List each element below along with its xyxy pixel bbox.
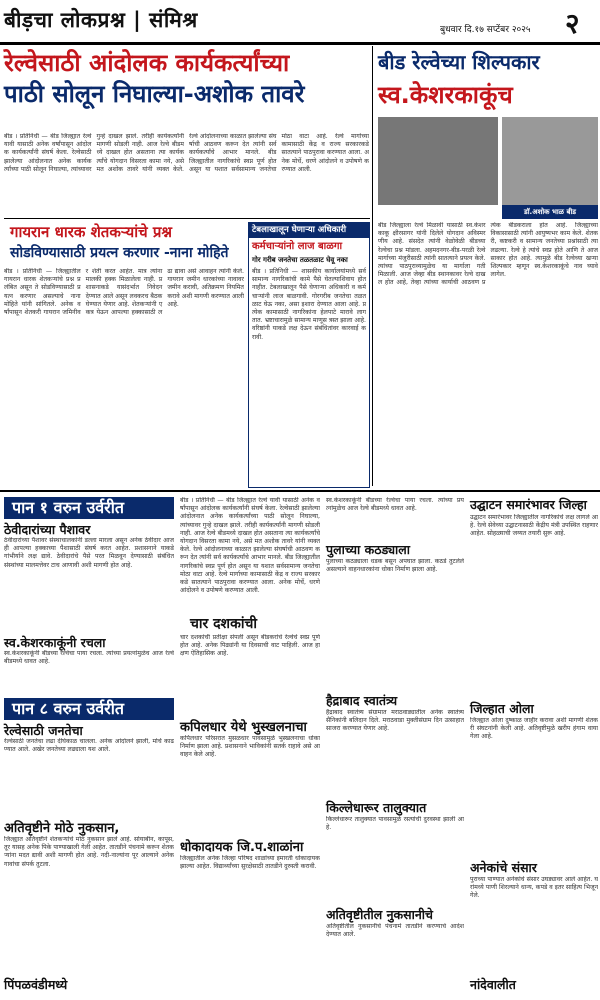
mid-body: चार दशकांची प्रतीक्षा संपली असून बीडकरांचे रेल्वेचे स्वप्न पूर्ण होत आहे. अनेक पिढ्यांनी या दिवसाची वाट पाहिली. आज हा क्षण ऐतिहासिक आहे. xyxy=(180,634,320,658)
officials-headline-1: टेबलाखालून घेणाऱ्या अधिकारी xyxy=(249,223,369,238)
lead-body: बीड । प्रतिनिधी — बीड जिल्ह्यात रेल्वे यावी यासाठी अनेक वर्षांपासून आंदोलक कार्यकर्त्यांनी संघर्ष केला. रेल्वेसाठी झालेल्या आंदोलनात अनेक कार्यकर्त्यांच्या पाठी सोलून निघाल्या, त्यांच्यावर गुन्हे दाखल झाले. तरीही कार्यकर्त्यांनी मागणी सोडली नाही. आज रेल्वे बीडमध्ये दाखल होत असताना त्या कार्यकर्त्यांचे योगदान विसरता कामा नये, असे मत अशोक तावरे यांनी व्यक्त केले. रेल्वे आंदोलनाच्या काळात झालेल्या संघर्षाची आठवण करून देत त्यांनी सर्व कार्यकर्त्यांचे आभार मानले. बीड जिल्ह्यातील नागरिकांचे स्वप्न पूर्ण होत असून या यशात सर्वसामान्य जनतेचा मोठा वाटा आहे. रेल्वे मार्गाच्या कामासाठी केंद्र व राज्य सरकारकडे सातत्याने पाठपुरावा करण्यात आला. अनेक मोर्चे, धरणे आंदोलने व उपोषणे करण्यात आली. xyxy=(4,133,369,173)
col-c-subheading-2: हैद्राबाद स्वातंत्र्य xyxy=(326,693,398,708)
author-caption: डॉ.अशोक भाळ बीड xyxy=(502,205,598,219)
column-rule xyxy=(372,46,373,486)
lead-headline-1: रेल्वेसाठी आंदोलक कार्यकर्त्यांच्या xyxy=(4,49,290,77)
cont1-body: ठेवीदारांच्या पैशावर संस्थाचालकांनी डल्ला मारला असून अनेक ठेवीदार आजही आपल्या हक्काच्या पैशासाठी संघर्ष करत आहेत. प्रशासनाने याकडे गांभीर्याने लक्ष द्यावे. ठेवीदारांचे पैसे परत मिळवून देण्यासाठी संबंधित संस्थांच्या मालमत्तेवर टाच आणावी अशी मागणी होत आहे. xyxy=(4,537,174,569)
col-c-subheading-4: अतिवृष्टीतील नुकसानीचे xyxy=(326,907,433,922)
col-c-body: पुलाच्या कठड्याला धडक बसून अपघात झाला. कठडे तुटलेले असल्याने वाहनधारकांना धोका निर्माण झाला आहे. xyxy=(326,558,464,574)
col-c-body-3: किल्लेधारूर तालुक्यात पावसामुळे रस्त्यांची दुरवस्था झाली आहे. xyxy=(326,816,464,832)
mid-subheading-3: धोकादायक जि.प.शाळांना xyxy=(180,840,304,855)
right-body: उद्घाटन समारंभावर जिल्ह्यातील नागरिकांचे लक्ष लागले आहे. रेल्वे सेवेच्या उद्घाटनासाठी केंद्रीय मंत्री उपस्थित राहणार आहेत. सोहळ्याची जय्यत तयारी सुरू आहे. xyxy=(470,514,598,538)
cont8-body-2: जिल्ह्यात अतिवृष्टीने शेतकऱ्यांचे मोठे नुकसान झाले आहे. सोयाबीन, कापूस, तूर यासह अनेक पिके पाण्याखाली गेली आहेत. तातडीने पंचनामे करून शेतकऱ्यांना मदत द्यावी अशी मागणी होत आहे. नदी-नाल्यांना पूर आल्याने अनेक गावांचा संपर्क तुटला. xyxy=(4,836,174,868)
right-subheading-2: जिल्हात ओला xyxy=(470,701,534,716)
right-body-3: पुराच्या पाण्यात अनेकांचे संसार उघड्यावर आले आहेत. घरांमध्ये पाणी शिरल्याने धान्य, कपडे व इतर साहित्य भिजून गेले. xyxy=(470,876,598,900)
officials-headline-2: कर्मचाऱ्यांनो लाज बाळगा xyxy=(252,241,343,252)
col-c-subheading-3: किल्लेधारूर तालुक्यात xyxy=(326,800,427,815)
cont1-subheading-2: स्व.केशरकाकूंनी रचला xyxy=(4,635,106,650)
col-c-subheading: पुलाच्या कठड्याला xyxy=(326,542,411,557)
cont1-subheading: ठेवीदारांच्या पैशावर xyxy=(4,522,91,537)
cont8-subheading-2: अतिवृष्टीने मोठे नुकसान, xyxy=(4,821,120,836)
col-c-body-4: अतिवृष्टीतील नुकसानीचे पंचनामे तातडीने करण्याचे आदेश देण्यात आले. xyxy=(326,923,464,939)
author-photo xyxy=(502,117,598,205)
farmers-body: बीड । प्रतिनिधी — जिल्ह्यातील गायरान धारक शेतकऱ्यांचे प्रश्न प्रलंबित असून ते सोडविण्यासाठी प्रयत्न करणार असल्याचे नाना मोहिते यांनी सांगितले. अनेक वर्षांपासून शेतकरी गायरान जमिनीवर शेती करत आहेत. मात्र त्यांना मालकी हक्क मिळालेला नाही. प्रशासनाकडे यासंदर्भात निवेदन देण्यात आले असून लवकरच बैठक घेण्यात येणार आहे. शेतकऱ्यांनी एकत्र येऊन आपल्या हक्कासाठी लढा द्यावा असे आवाहन त्यांनी केले. गायरान जमीन धारकांच्या नावावर जमीन करावी, अतिक्रमण नियमित करावे अशी मागणी करण्यात आली आहे. xyxy=(4,268,244,317)
section-rule xyxy=(0,490,600,492)
feature-body: बीड जिल्ह्याला रेल्वे मिळावी यासाठी स्व.केशरकाकू क्षीरसागर यांनी दिलेले योगदान अविस्मरणीय आहे. संसदेत त्यांनी वेळोवेळी बीडच्या रेल्वेचा प्रश्न मांडला. अहमदनगर-बीड-परळी रेल्वे मार्गाच्या मंजुरीसाठी त्यांनी सातत्याने प्रयत्न केले. त्यांच्या पाठपुराव्यामुळेच या मार्गाला गती मिळाली. आज जेव्हा बीड स्थानकावर रेल्वे दाखल होत आहे, तेव्हा त्यांच्या कार्याची आठवण प्रत्येक बीडकराला होत आहे. जिल्ह्याच्या विकासासाठी त्यांनी आयुष्यभर काम केले. शेतकरी, कष्टकरी व सामान्य जनतेच्या प्रश्नांसाठी त्या लढल्या. रेल्वे हे त्यांचे स्वप्न होते आणि ते आज साकार होत आहे. त्यामुळे बीड रेल्वेच्या खऱ्या शिल्पकार म्हणून स्व.केशरकाकूंचे नाव घ्यावे लागेल. xyxy=(378,222,598,287)
cont1-body-2: स्व.केशरकाकूंनी बीडच्या रेल्वेचा पाया रचला. त्यांच्या प्रयत्नांमुळेच आज रेल्वे बीडमध्ये धावत आहे. xyxy=(4,650,174,666)
lead-headline-2: पाठी सोलून निघाल्या-अशोक तावरे xyxy=(4,80,305,108)
right-body-2: जिल्ह्यात ओला दुष्काळ जाहीर करावा अशी मागणी शेतकरी संघटनांनी केली आहे. अतिवृष्टीमुळे खरीप हंगाम वाया गेला आहे. xyxy=(470,717,598,741)
cont8-subheading-3: पिंपळवंडीमध्ये xyxy=(4,977,68,992)
officials-subtitle: गोर गरीब जनतेचा तळतळाट घेवू नका xyxy=(252,256,348,264)
feature-photo xyxy=(378,117,498,205)
feature-headline-2: स्व.केशरकाकूंच xyxy=(378,81,513,109)
farmers-headline-1: गायरान धारक शेतकऱ्यांचे प्रश्न xyxy=(10,223,172,241)
right-subheading-3: अनेकांचे संसार xyxy=(470,860,537,875)
right-subheading-4: नांदेवालीत xyxy=(470,977,516,992)
cont8-subheading: रेल्वेसाठी जनतेचा xyxy=(4,723,83,738)
mid-body-3: जिल्ह्यातील अनेक जिल्हा परिषद शाळांच्या इमारती धोकादायक झाल्या आहेत. विद्यार्थ्यांच्या सुरक्षेसाठी तातडीने दुरुस्ती करावी. xyxy=(180,855,320,871)
mid-body-top: बीड । प्रतिनिधी — बीड जिल्ह्यात रेल्वे यावी यासाठी अनेक वर्षांपासून आंदोलक कार्यकर्त्यांनी संघर्ष केला. रेल्वेसाठी झालेल्या आंदोलनात अनेक कार्यकर्त्यांच्या पाठी सोलून निघाल्या, त्यांच्यावर गुन्हे दाखल झाले. तरीही कार्यकर्त्यांनी मागणी सोडली नाही. आज रेल्वे बीडमध्ये दाखल होत असताना त्या कार्यकर्त्यांचे योगदान विसरता कामा नये, असे मत अशोक तावरे यांनी व्यक्त केले. रेल्वे आंदोलनाच्या काळात झालेल्या संघर्षाची आठवण करून देत त्यांनी सर्व कार्यकर्त्यांचे आभार मानले. बीड जिल्ह्यातील नागरिकांचे स्वप्न पूर्ण होत असून या यशात सर्वसामान्य जनतेचा मोठा वाटा आहे. रेल्वे मार्गाच्या कामासाठी केंद्र व राज्य सरकारकडे सातत्याने पाठपुरावा करण्यात आला. अनेक मोर्चे, धरणे आंदोलने व उपोषणे करण्यात आली. xyxy=(180,497,320,595)
section-rule xyxy=(4,218,370,219)
page-number: २ xyxy=(565,7,580,40)
feature-headline-1: बीड रेल्वेच्या शिल्पकार xyxy=(378,50,540,74)
continued-from-page-8-title: पान ८ वरुन उर्वरीत xyxy=(4,698,174,720)
continued-from-page-1-title: पान १ वरुन उर्वरीत xyxy=(4,497,174,519)
right-subheading: उद्घाटन समारंभावर जिल्हा xyxy=(470,497,587,512)
col-c-body-top: स्व.केशरकाकूंनी बीडच्या रेल्वेचा पाया रचला. त्यांच्या प्रयत्नांमुळेच आज रेल्वे बीडमध्ये धावत आहे. xyxy=(326,497,464,513)
cont8-body: रेल्वेसाठी जनतेचा लढा दीर्घकाळ चालला. अनेक आंदोलने झाली, मोर्चे काढण्यात आले. अखेर जनतेच्या लढ्याला यश आले. xyxy=(4,738,174,754)
officials-box xyxy=(248,222,370,488)
officials-body: बीड । प्रतिनिधी — शासकीय कार्यालयांमध्ये सर्वसामान्य नागरिकांची कामे पैसे घेतल्याशिवाय होत नाहीत. टेबलाखालून पैसे घेणाऱ्या अधिकारी व कर्मचाऱ्यांनी लाज बाळगावी. गोरगरीब जनतेचा तळतळाट घेऊ नका, असा इशारा देण्यात आला आहे. प्रत्येक कामासाठी नागरिकांना हेलपाटे मारावे लागतात. भ्रष्टाचारामुळे सामान्य माणूस त्रस्त झाला आहे. वरिष्ठांनी याकडे लक्ष देऊन संबंधितांवर कारवाई करावी. xyxy=(252,268,366,341)
farmers-headline-2: सोडविण्यासाठी प्रयत्न करणार -नाना मोहिते xyxy=(10,245,229,261)
section-title: बीड़चा लोकप्रश्न | संमिश्र xyxy=(4,8,198,32)
masthead-rule xyxy=(0,42,600,45)
masthead xyxy=(0,0,600,44)
mid-subheading: चार दशकांची xyxy=(190,616,257,632)
col-c-body-2: हैद्राबाद स्वातंत्र्य संग्रामात मराठवाड्यातील अनेक स्वातंत्र्यसैनिकांनी बलिदान दिले. मराठवाडा मुक्तीसंग्राम दिन उत्साहात साजरा करण्यात येणार आहे. xyxy=(326,709,464,733)
issue-date: बुधवार दि.१७ सप्टेंबर २०२५ xyxy=(440,25,531,35)
mid-body-2: कपिलधार परिसरात मुसळधार पावसामुळे भुस्खलनाचा धोका निर्माण झाला आहे. प्रशासनाने भाविकांनी सतर्क राहावे असे आवाहन केले आहे. xyxy=(180,735,320,759)
mid-subheading-2: कपिलधार येथे भुस्खलनाचा xyxy=(180,720,307,735)
